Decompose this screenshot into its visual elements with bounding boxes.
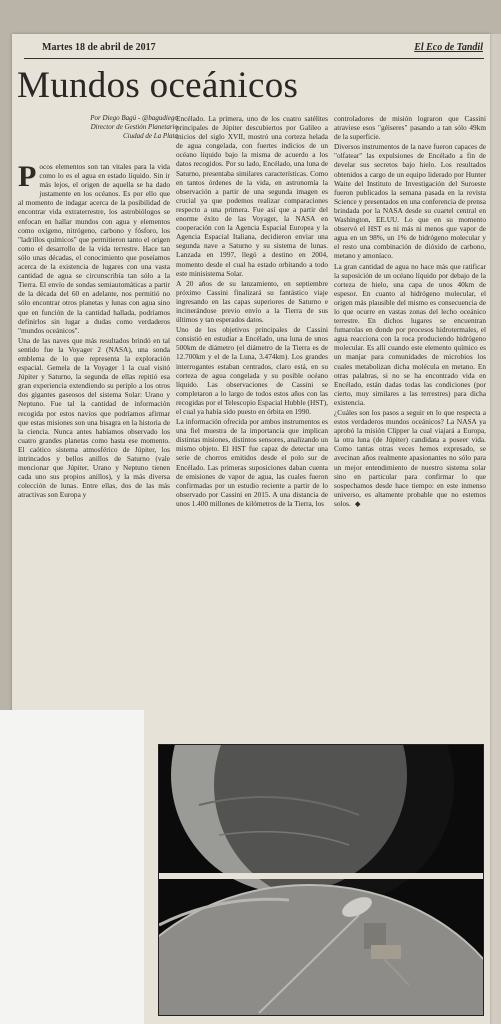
article-byline: Por Diego Bagú - @bagudiego Director de Gestión Planetario Ciudad de La Plata bbox=[90, 114, 178, 140]
article-column-1 bbox=[18, 162, 170, 762]
page-header bbox=[24, 42, 489, 58]
header-newspaper-name: El Eco de Tandil bbox=[414, 42, 483, 53]
article-title: Mundos oceánicos bbox=[17, 65, 299, 106]
header-rule bbox=[24, 58, 484, 59]
paragraph: Uno de los objetivos principales de Cassini consistió en estudiar a Encélado, una luna de unos 500km de diámetro (el diámetro de la Tierra es de 12.700km y el de la Luna, 3.474km). Los grandes interrogantes estaban centrados, claro está, en su corteza de agua congelada y su posible océano líquido. Las observaciones de Cassini se completaron a lo largo de todos estos años con las recogidas por el Telescopio Espacial Hubble (HST), el cual ya había sido puesto en órbita en 1990. bbox=[176, 325, 328, 416]
paragraph bbox=[334, 408, 486, 508]
end-mark: ◆ bbox=[354, 498, 361, 508]
paragraph: La información ofrecida por ambos instrumentos es una fiel muestra de la importancia que implican distintas misiones, distintos sensores, analizando un mismo objeto. El HST fue capaz de detectar una serie de chorros emitidos desde el polo sur de Encélado. Las primeras suposiciones daban cuenta de emisiones de vapor de agua, las cuales fueron confirmadas por un estudio reciente a partir de lo observado por Cassini en 2015. A una distancia de unos 1.400 millones de kilómetros de la Tierra, los bbox=[176, 417, 328, 508]
paragraph: Una de las naves que más resultados brindó en tal sentido fue la Voyager 2 (NASA), una sonda emblema de lo que representa la exploración espacial. Gemela de la Voyager 1 la cual visitó Júpiter y Saturno, la segunda de ellas repitió esa gran experiencia extendiendo su periplo a los otros dos gigantes gaseosos del sistema Solar: Urano y Neptuno. Fue tal la cantidad de información recogida por estos navíos que podríamos afirmar que estas misiones son una bisagra en la historia de la ciencia. Nunca antes habíamos observado los cuatro grandes planetas como hasta ese momento. El caótico sistema atmosférico de Júpiter, los intrincados y bellos anillos de Saturno (vale mencionar que Júpiter, Urano y Neptuno tienen cada uno sus propios anillos), y la más diversa colección de lunas. Entre ellas, dos de las más atractivas son Europa y bbox=[18, 335, 170, 500]
paragraph: A 20 años de su lanzamiento, en septiembre próximo Cassini finalizará su fantástico viaje ingresando en las capas superiores de Saturno e incinerándose previo envío a la Tierra de sus últimos y tan esperados datos. bbox=[176, 278, 328, 325]
header-date: Martes 18 de abril de 2017 bbox=[42, 42, 156, 53]
paragraph: La gran cantidad de agua no hace más que ratificar la suposición de un océano líquido por debajo de la corteza de hielo, una capa de unos 40km de espesor. En cuanto al hidrógeno molecular, el origen más plausible del mismo es consecuencia de lo que ocurre en vastas zonas del lecho oceánico terrestre. En dichos lugares se encuentran fumarolas en donde por procesos hidrotermales, el agua reacciona con la roca produciendo hidrógeno molecular. Es allí cuando este elemento químico es un manjar para comunidades de microbios los cuales metabolizan dicha molécula en metano. En otras palabras, si no se ha encontrado vida en Encélado, están dadas todas las condiciones (por cierto, muy similares a las terrestres) para dicha existencia. bbox=[334, 261, 486, 407]
paragraph-text: ocos elementos son tan vitales para la vida como lo es el agua en estado líquido. Sin ir más lejos, el origen de aquella se ha dado justamente en los océanos. Es por ello que al momento de indagar acerca de la posibilidad de encontrar vida extraterrestre, los astrobiólogos se enfocan en hallar mundos con agua y elementos como oxígeno, nitrógeno, carbono y fósforo, los "ladrillos químicos" que permitieron tanto el origen como el desarrollo de la vida terrestre. Hace tan sólo unas décadas, el conocimiento que poseíamos acerca de la existencia de lugares con una vasta cantidad de agua se circunscribía tan sólo a la Tierra. El envío de sondas semiautomáticas a partir de la década del 60 en adelante, nos permitió no sólo encontrar otros planetas y lunas con agua sino que en función de la cantidad hallada, podríamos definirlos sin lugar a dudas como verdaderos "mundos oceánicos". bbox=[18, 162, 170, 335]
paragraph-text: ¿Cuáles son los pasos a seguir en lo que respecta a estos verdaderos mundos oceánicos? La NASA ya aprobó la misión Clipper la cual viajará a Europa, la otra luna (de Júpiter) candidata a poseer vida. Como tantas otras veces hemos expresado, se avecinan años realmente apasionantes no sólo para un mejor entendimiento de nuestro sistema solar sino en particular para confirmar lo que sospechamos desde hace tiempo: en este inmenso universo, es altamente probable que no estemos solos. bbox=[334, 408, 486, 508]
white-backing-card bbox=[0, 710, 144, 1024]
paragraph: Encélado. La primera, uno de los cuatro satélites principales de Júpiter descubiertos por Galileo a inicios del siglo XVII, mostró una corteza helada de agua congelada, con fuertes indicios de un océano líquido bajo la misma de acuerdo a los datos recogidos. Por su lado, Encélado, una luna de Saturno, presentaba similares características. Como en tantos órdenes de la vida, en astronomía la observación a partir de una segunda imagen es crucial ya que podemos realizar comparaciones respecto a una primera. Fue así que a partir del enorme éxito de las Voyager, la NASA en cooperación con la Agencia Espacial Europea y la Agencia Espacial Italiana, decidieron enviar una segunda nave a Saturno y su sistema de lunas. Lanzada en 1997, llegó a destino en 2004, momento desde el cual ha estado orbitando a todo este minisistema Solar. bbox=[176, 114, 328, 278]
paragraph: controladores de misión lograron que Cassini atraviese esos "géiseres" pasando a tan sólo 49km de la superficie. bbox=[334, 114, 486, 142]
article-photo-enceladus-cassini bbox=[158, 744, 484, 1016]
article-column-3 bbox=[334, 114, 486, 764]
paragraph bbox=[18, 162, 170, 335]
article-column-2 bbox=[176, 114, 328, 764]
photo-illustration bbox=[159, 745, 483, 1015]
drop-cap: P bbox=[18, 162, 37, 193]
paragraph: Diversos instrumentos de la nave fueron capaces de "olfatear" las expulsiones de Encélado a fin de develar sus secretos bajo hielo. Los resultados obtenidos a cargo de un equipo liderado por Hunter Waite del Instituto de Investigación del Suroeste fueron publicados la semana pasada en la revista Science y presentados en una conferencia de prensa brindada por la NASA desde su cuartel central en Washington, EE.UU. Lo que en su momento observó el HST es ni más ni menos que vapor de agua en un 98%, un 1% de hidrógeno molecular y el resto una combinación de dióxido de carbono, metano y amoníaco. bbox=[334, 142, 486, 261]
